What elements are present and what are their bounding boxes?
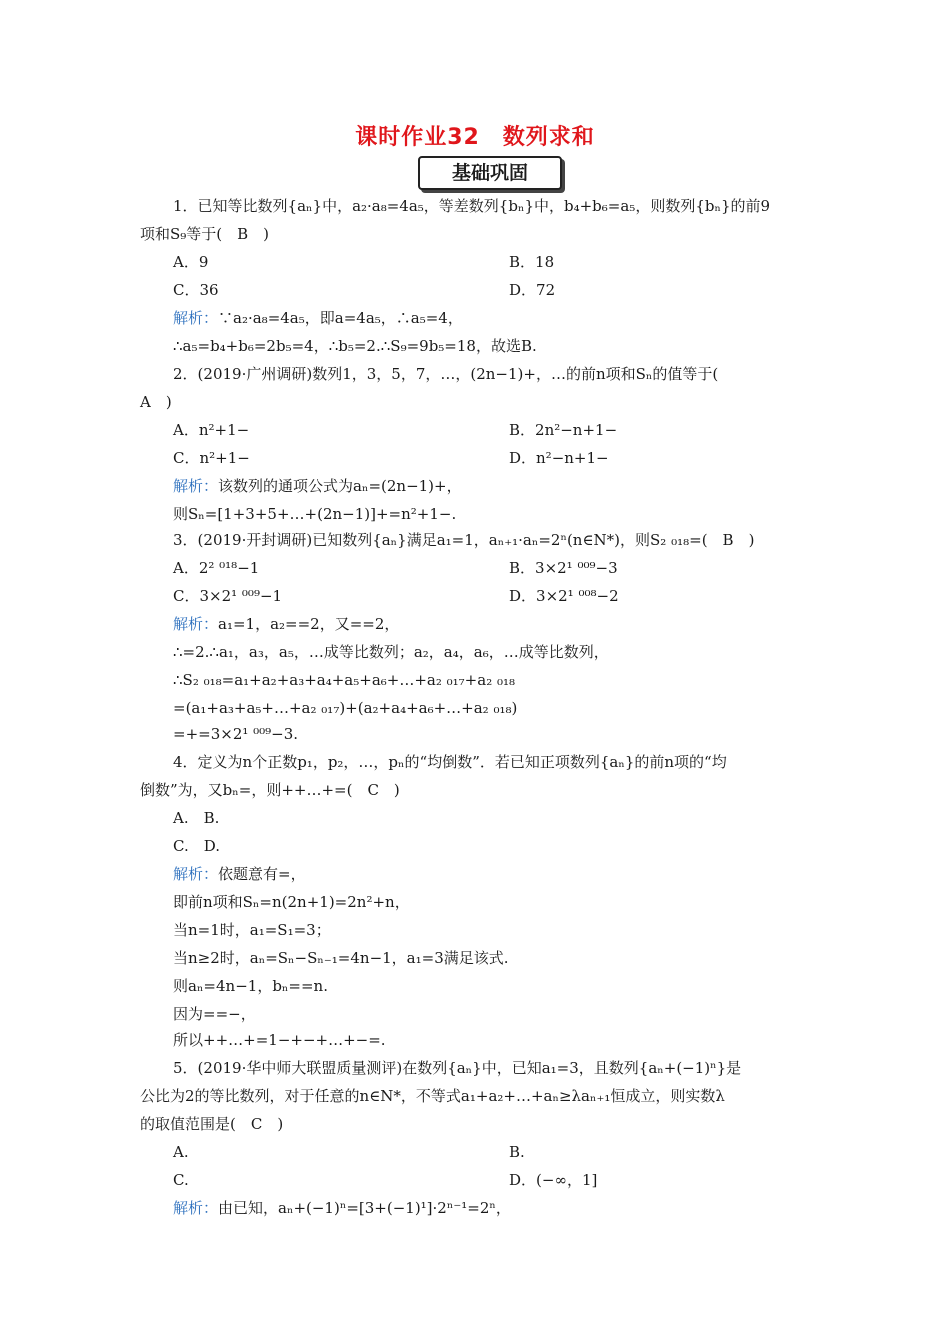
q4-solution-7: 所以++…+=1−+−+…+−=. <box>173 1031 386 1049</box>
q3-option-a: A．2² ⁰¹⁸−1 <box>173 559 260 577</box>
q5-solution-line <box>173 1198 511 1218</box>
q2-option-c <box>173 448 250 468</box>
analysis-label: 解析： <box>173 1199 219 1217</box>
q3-option-d: D．3×2¹ ⁰⁰⁸−2 <box>509 587 619 605</box>
q1-option-d: D．72 <box>509 281 556 299</box>
q3-solution-5: =+=3×2¹ ⁰⁰⁹−3. <box>173 725 299 743</box>
q3-stem: 3．(2019·开封调研)已知数列{aₙ}满足a₁=1，aₙ₊₁·aₙ=2ⁿ(n∈N*)，则S₂ ₀₁₈=( B ) <box>173 531 755 549</box>
q5-stem-cont: 公比为2的等比数列，对于任意的n∈N*，不等式a₁+a₂+…+aₙ≥λaₙ₊₁恒成立，则实数λ <box>140 1087 725 1105</box>
q5-option-a: A. <box>173 1143 189 1161</box>
q2-stem: 2．(2019·广州调研)数列1，3，5，7，…，(2n−1)+，…的前n项和Sₙ的值等于( <box>173 365 719 383</box>
q2-option-c-text: C．n²+1− <box>173 449 250 467</box>
q1-option-b: B．18 <box>509 253 555 271</box>
q2-option-a: A．n²+1− <box>173 421 250 439</box>
q1-solution-text: ∵a₂·a₈=4a₅，即a=4a₅，∴a₅=4， <box>218 309 463 327</box>
q4-solution-6: 因为==−， <box>173 1005 256 1023</box>
q3-solution-3: ∴S₂ ₀₁₈=a₁+a₂+a₃+a₄+a₅+a₆+…+a₂ ₀₁₇+a₂ ₀₁₈ <box>173 671 516 689</box>
q3-solution-4: =(a₁+a₃+a₅+…+a₂ ₀₁₇)+(a₂+a₄+a₆+…+a₂ ₀₁₈) <box>173 699 518 717</box>
q3-solution-2: ∴=2.∴a₁，a₃，a₅，…成等比数列；a₂，a₄，a₆，…成等比数列， <box>173 643 609 661</box>
q3-option-c: C．3×2¹ ⁰⁰⁹−1 <box>173 587 283 605</box>
q5-solution-text: 由已知，aₙ+(−1)ⁿ=[3+(−1)¹]·2ⁿ⁻¹=2ⁿ， <box>218 1199 511 1217</box>
q2-solution-line <box>173 476 462 496</box>
q2-solution-text: 该数列的通项公式为aₙ=(2n−1)+， <box>218 477 462 495</box>
q4-solution-line <box>173 864 306 884</box>
q4-options-ab: A. B. <box>173 809 220 827</box>
q4-options-cd: C. D. <box>173 837 220 855</box>
page-title: 课时作业32 数列求和 <box>355 125 595 150</box>
q1-stem-cont: 项和S₉等于( B ) <box>140 225 270 243</box>
q5-option-b: B. <box>509 1143 525 1161</box>
q2-solution-2: 则Sₙ=[1+3+5+…+(2n−1)]+=n²+1−. <box>173 505 457 523</box>
q4-solution-2: 即前n项和Sₙ=n(2n+1)=2n²+n， <box>173 893 410 911</box>
q3-solution-text: a₁=1，a₂==2，又==2， <box>218 615 400 633</box>
q2-option-b: B．2n²−n+1− <box>509 421 618 439</box>
q2-stem-cont: A ) <box>140 393 172 411</box>
q3-option-b: B．3×2¹ ⁰⁰⁹−3 <box>509 559 618 577</box>
q1-stem: 1．已知等比数列{aₙ}中，a₂·a₈=4a₅，等差数列{bₙ}中，b₄+b₆=a₅，则数列{bₙ}的前9 <box>173 197 771 215</box>
q5-stem-cont-2: 的取值范围是( C ) <box>140 1115 284 1133</box>
q4-stem: 4．定义为n个正数p₁，p₂，…，pₙ的“均倒数”．若已知正项数列{aₙ}的前n项的“均 <box>173 753 727 771</box>
q1-option-c: C．36 <box>173 281 219 299</box>
q4-solution-4: 当n≥2时，aₙ=Sₙ−Sₙ₋₁=4n−1，a₁=3满足该式. <box>173 949 509 967</box>
q3-solution-line <box>173 614 399 634</box>
analysis-label: 解析： <box>173 615 219 633</box>
q5-stem: 5．(2019·华中师大联盟质量测评)在数列{aₙ}中，已知a₁=3，且数列{aₙ+(−1)ⁿ}是 <box>173 1059 742 1077</box>
q5-option-d: D．(−∞，1] <box>509 1171 598 1189</box>
analysis-label: 解析： <box>173 865 219 883</box>
q2-option-d: D．n²−n+1− <box>509 449 609 467</box>
q4-stem-cont: 倒数”为，又bₙ=，则++…+=( C ) <box>140 781 400 799</box>
analysis-label: 解析： <box>173 477 219 495</box>
q4-solution-text: 依题意有=， <box>218 865 306 883</box>
q4-solution-5: 则aₙ=4n−1，bₙ==n. <box>173 977 328 995</box>
q5-option-c: C. <box>173 1171 189 1189</box>
q1-option-a: A．9 <box>173 253 209 271</box>
section-label-box: 基础巩固 <box>418 156 562 190</box>
analysis-label: 解析： <box>173 309 219 327</box>
q1-solution-2: ∴a₅=b₄+b₆=2b₅=4，∴b₅=2.∴S₉=9b₅=18，故选B. <box>173 337 537 355</box>
q1-solution-line <box>173 308 463 328</box>
q4-solution-3: 当n=1时，a₁=S₁=3； <box>173 921 331 939</box>
